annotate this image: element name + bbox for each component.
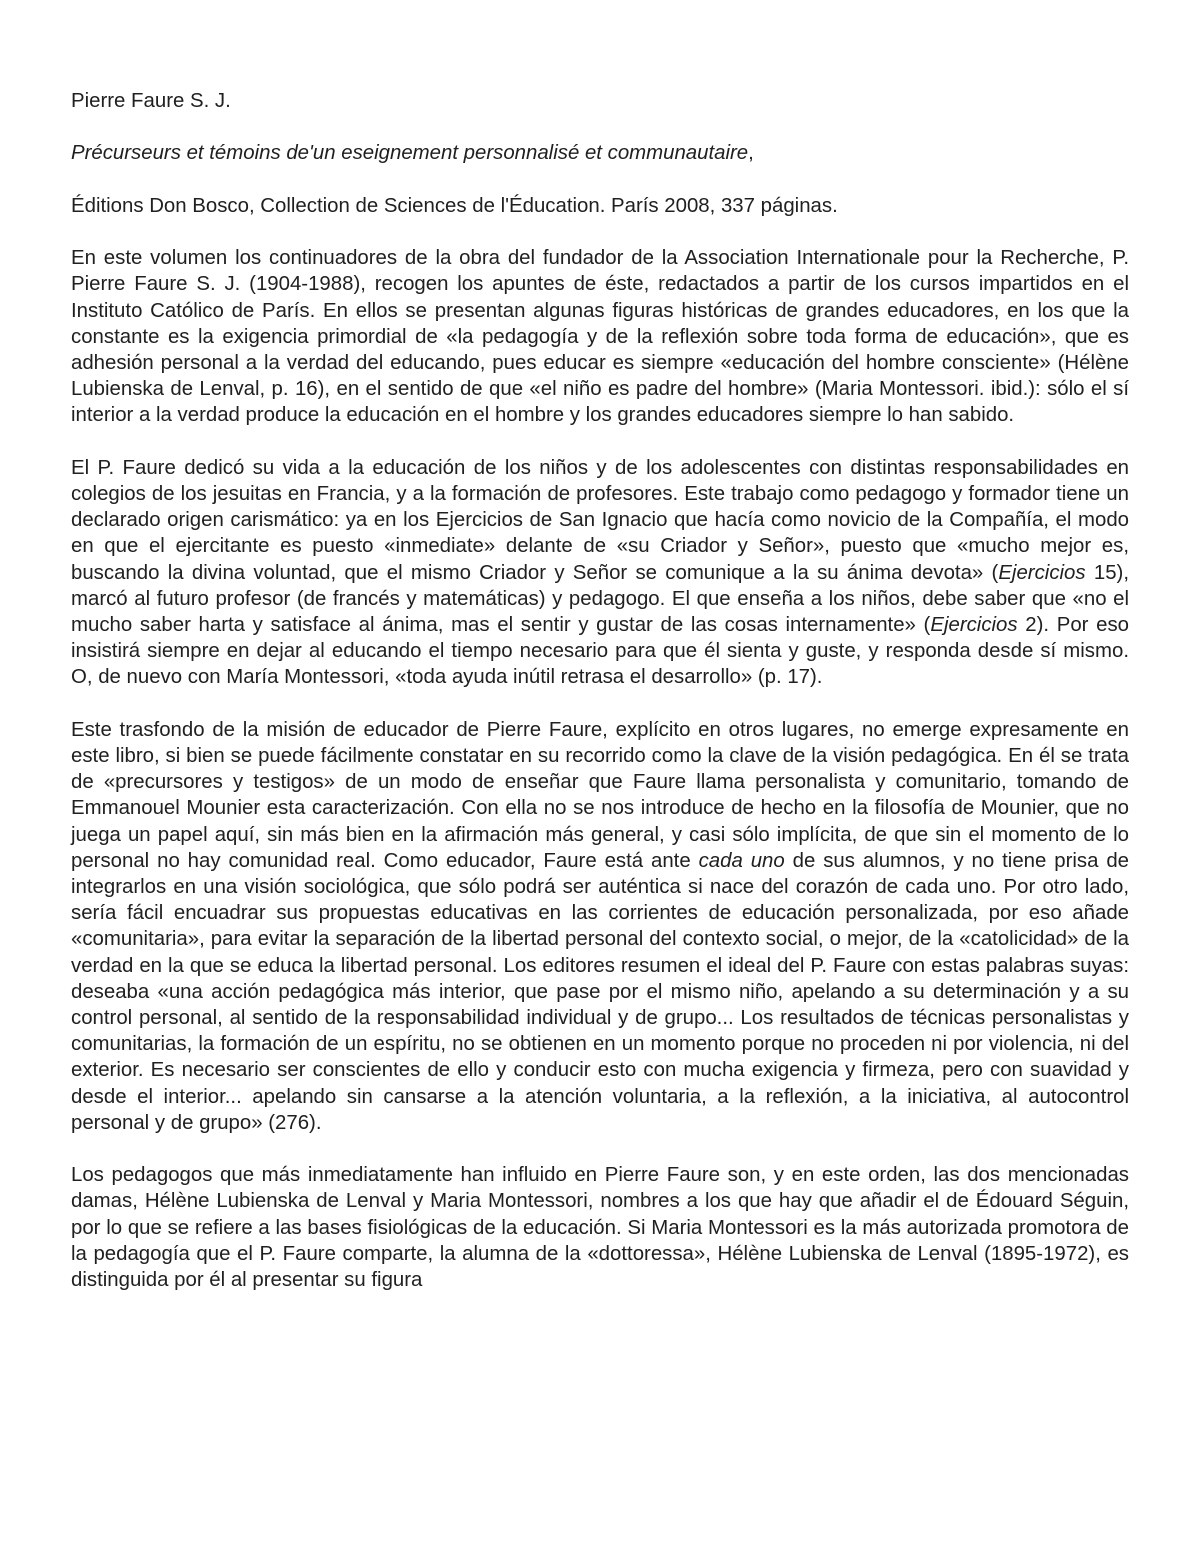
paragraph-1: En este volumen los continuadores de la obra del fundador de la Association Internationale pour la Recherche, P. Pierre Faure S. J. (1904-1988), recogen los apuntes de éste, redactados a partir de los cursos impartidos en el Instituto Católico de París. En ellos se presentan algunas figuras históricas de grandes educadores, en los que la constante es la exigencia primordial de «la pedagogía y de la reflexión sobre toda forma de educación», que es adhesión personal a la verdad del educando, pues educar es siempre «educación del hombre consciente» (Hélène Lubienska de Lenval, p. 16), en el sentido de que «el niño es padre del hombre» (Maria Montessori. ibid.): sólo el sí interior a la verdad produce la educación en el hombre y los grandes educadores siempre lo han sabido. bbox=[71, 247, 1129, 427]
book-title-suffix: , bbox=[748, 142, 754, 165]
paragraph-2-part-c: 2). Por eso insistirá siempre en dejar al educando el tiempo necesario para que él sienta y guste, y responda desde sí mismo. O, de nuevo con María Montessori, «toda ayuda inútil retrasa el desarrollo» (p. 17). bbox=[71, 614, 1129, 689]
document-page bbox=[71, 88, 1129, 1319]
publisher-line: Éditions Don Bosco, Collection de Sciences de l'Éducation. París 2008, 337 páginas. bbox=[71, 194, 838, 217]
ejercicios-ref-2: Ejercicios bbox=[930, 614, 1018, 636]
paragraph-2-part-a: El P. Faure dedicó su vida a la educación de los niños y de los adolescentes con distintas responsabilidades en colegios de los jesuitas en Francia, y a la formación de profesores. Este trabajo como pedagogo y formador tiene un declarado origen carismático: ya en los Ejercicios de San Ignacio que hacía como novicio de la Compañía, el modo en que el ejercitante es puesto «inmediate» delante de «su Criador y Señor», puesto que «mucho mejor es, buscando la divina voluntad, que el mismo Criador y Señor se comunique a la su ánima devota» ( bbox=[71, 456, 1129, 584]
author-line: Pierre Faure S. J. bbox=[71, 90, 231, 112]
paragraph-2 bbox=[71, 455, 1129, 691]
cada-uno-emphasis: cada uno bbox=[698, 849, 785, 872]
ejercicios-ref-1: Ejercicios bbox=[998, 561, 1086, 584]
book-title-line bbox=[71, 140, 1129, 166]
paragraph-3-part-b: de sus alumnos, y no tiene prisa de integrarlos en una visión sociológica, que sólo podrá ser auténtica si nace del corazón de cada uno. Por otro lado, sería fácil encuadrar sus propuestas educativas en las corrientes de educación personalizada, por eso añade «comunitaria», para evitar la separación de la libertad personal del contexto social, o mejor, de la «catolicidad» de la verdad en la que se educa la libertad personal. Los editores resumen el ideal del P. Faure con estas palabras suyas: deseaba «una acción pedagógica más interior, que pase por el mismo niño, apelando a su determinación y a su control personal, al sentido de la responsabilidad individual y de grupo... Los resultados de técnicas personalistas y comunitarias, la formación de un espíritu, no se obtienen en un momento porque no proceden ni por violencia, ni del exterior. Es necesario ser conscientes de ello y conducir esto con mucha exigencia y firmeza, pero con suavidad y desde el interior... apelando sin cansarse a la atención voluntaria, a la reflexión, a la iniciativa, al autocontrol personal y de grupo» (276). bbox=[71, 849, 1130, 1134]
paragraph-4: Los pedagogos que más inmediatamente han influido en Pierre Faure son, y en este orden, las dos mencionadas damas, Hélène Lubienska de Lenval y Maria Montessori, nombres a los que hay que añadir el de Édouard Séguin, por lo que se refiere a las bases fisiológicas de la educación. Si Maria Montessori es la más autorizada promotora de la pedagogía que el P. Faure comparte, la alumna de la «dottoressa», Hélène Lubienska de Lenval (1895-1972), es distinguida por él al presentar su figura bbox=[71, 1164, 1129, 1292]
paragraph-3-part-a: Este trasfondo de la misión de educador de Pierre Faure, explícito en otros lugares, no emerge expresamente en este libro, si bien se puede fácilmente constatar en su recorrido como la clave de la visión pedagógica. En él se trata de «precursores y testigos» de un modo de enseñar que Faure llama personalista y comunitario, tomando de Emmanouel Mounier esta caracterización. Con ella no se nos introduce de hecho en la filosofía de Mounier, que no juega un papel aquí, sin más bien en la afirmación más general, y casi sólo implícita, de que sin el momento de lo personal no hay comunidad real. Como educador, Faure está ante bbox=[71, 718, 1129, 872]
paragraph-3 bbox=[71, 717, 1129, 1136]
paragraph-2-part-b: 15), marcó al futuro profesor (de francés y matemáticas) y pedagogo. El que enseña a los niños, debe saber que «no el mucho saber harta y satisface al ánima, mas el sentir y gustar de las cosas internamente» ( bbox=[71, 561, 1129, 636]
book-title: Précurseurs et témoins de'un eseignement personnalisé et communautaire bbox=[71, 142, 749, 165]
